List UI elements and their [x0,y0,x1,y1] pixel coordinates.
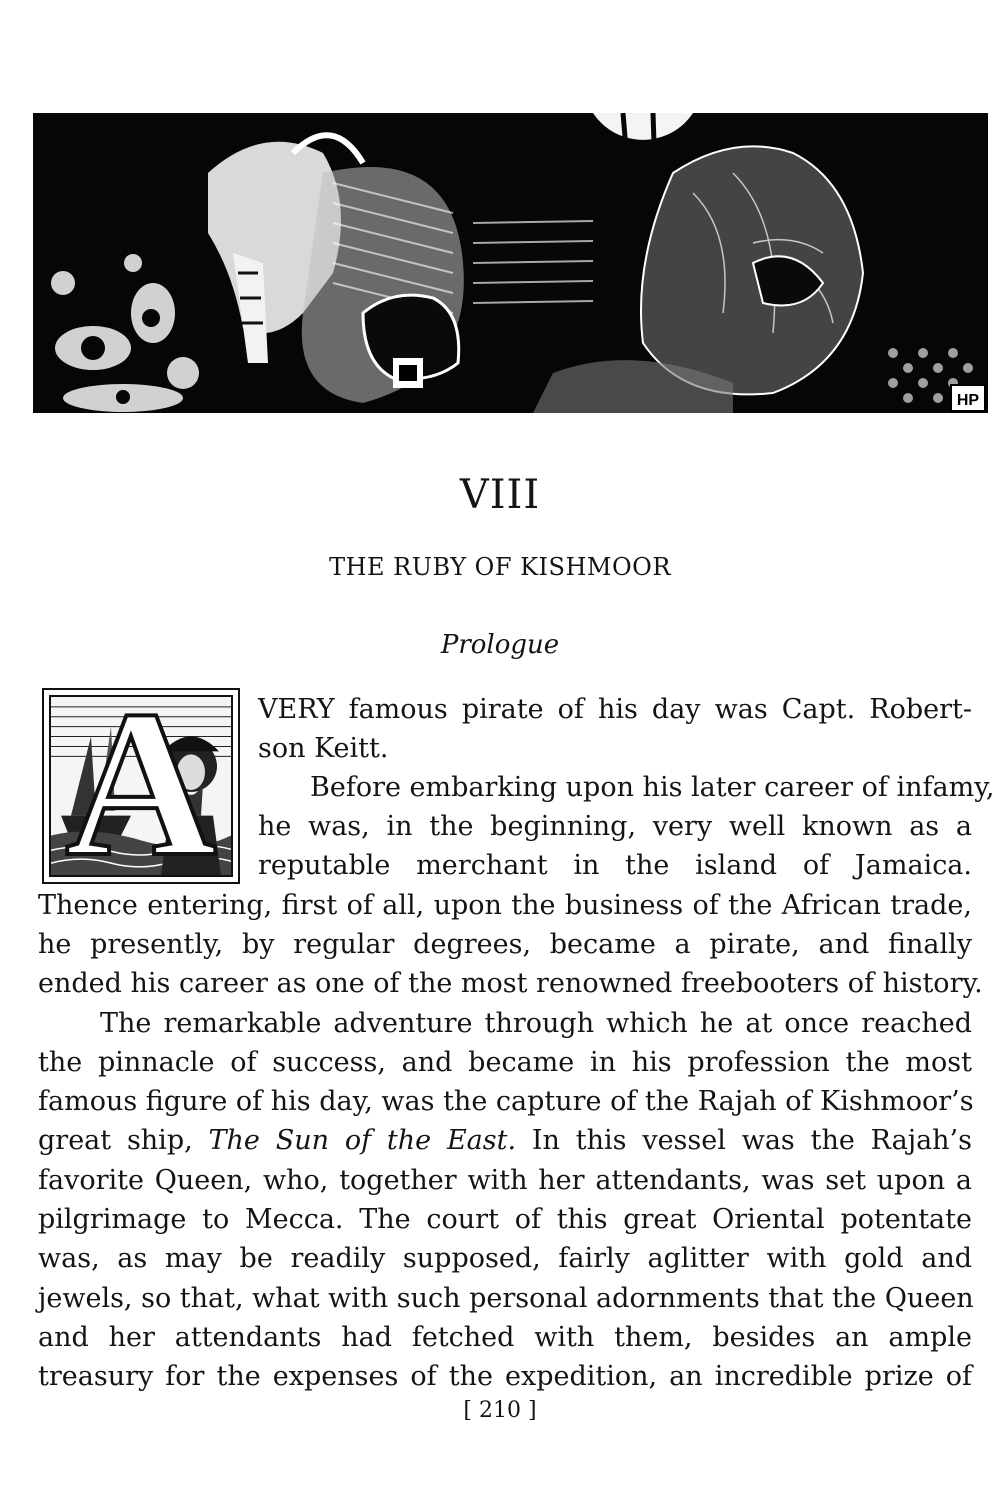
text-line: Thence entering, first of all, upon the business of the African trade, [38,890,972,921]
text-segment: great ship, [38,1125,193,1156]
section-heading: Prologue [440,630,560,660]
text-line: VERY famous pirate of his day was Capt. Robert- [258,694,972,725]
text-line: Before embarking upon his later career of infamy, [310,772,995,803]
text-line: The remarkable adventure through which he at once reached [100,1008,972,1039]
text-line: ended his career as one of the most renowned freebooters of history. [38,968,983,999]
dropcap-letter: A [65,695,217,877]
text-line: he was, in the beginning, very well known as a [258,811,972,842]
chapter-number: VIII [459,472,541,518]
text-line: he presently, by regular degrees, became a pirate, and finally [38,929,972,960]
chapter-title: THE RUBY OF KISHMOOR [329,553,671,581]
text-line: favorite Queen, who, together with her attendants, was set upon a [38,1165,972,1196]
text-segment: In this vessel was the Rajah’s [531,1125,972,1156]
header-illustration [33,113,988,413]
text-line [38,1121,972,1161]
text-line: son Keitt. [258,733,389,764]
page-number: [ 210 ] [463,1398,537,1423]
text-line: the pinnacle of success, and became in his profession the most [38,1047,972,1078]
text-line: and her attendants had fetched with them, besides an ample [38,1322,972,1353]
text-line: treasury for the expenses of the expedition, an incredible prize of [38,1361,972,1392]
text-line: reputable merchant in the island of Jamaica. [258,850,972,881]
text-line: jewels, so that, what with such personal adornments that the Queen [38,1283,974,1314]
text-line: was, as may be readily supposed, fairly aglitter with gold and [38,1243,972,1274]
monogram-text: HP [956,392,980,409]
ship-name: The Sun of the East. [208,1125,517,1156]
text-line: famous figure of his day, was the capture of the Rajah of Kishmoor’s [38,1086,974,1117]
text-line: pilgrimage to Mecca. The court of this great Oriental potentate [38,1204,972,1235]
dropcap-initial [42,688,240,884]
